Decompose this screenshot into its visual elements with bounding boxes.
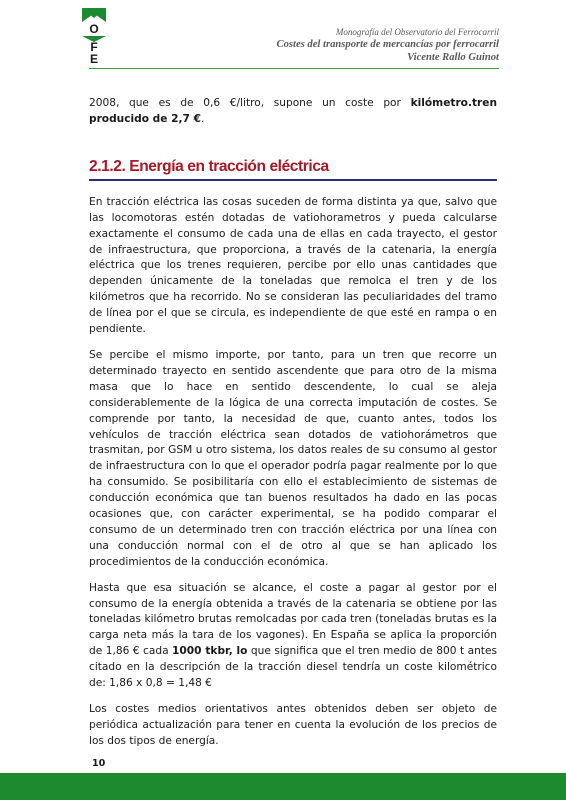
header-author: Vicente Rallo Guinot	[407, 52, 499, 63]
paragraph-2: Se percibe el mismo importe, por tanto, para un tren que recorre un determinado trayecto en sentido ascendente que para otro de la misma masa que lo hace en sentido descendente, lo cual se aleja considerablemente de la lógica de una correcta imputación de costes. Se comprende por tanto, la necesidad de que, cuanto antes, todos los vehículos de tracción eléctrica sean dotados de vatiohorámetros que trasmitan, por GSM u otro sistema, los datos reales de su consumo al gestor de infraestructura con lo que el operador podría pagar realmente por lo que ha consumido. Se posibilitaría con ello el establecimiento de sistemas de conducción económica que tan buenos resultados ha dado en las pocas ocasiones que, con carácter experimental, se ha podido comparar el consumo de un determinado tren con tracción eléctrica por una línea con una conducción normal con el de otro al que se han aplicado los procedimientos de la conducción económica.	[89, 348, 497, 568]
intro-bold-text: kilómetro.tren producido de 2,7 €	[89, 97, 497, 125]
header-title: Costes del transporte de mercancías por ferrocarril	[276, 39, 499, 50]
paragraph-3-text-a: Hasta que esa situación se alcance, el coste a pagar al gestor por el consumo de la energía obtenida a través de la catenaria se obtiene por las toneladas kilómetro brutas remolcadas por cada tren (toneladas brutas es la carga neta más la tara de los vagones). En España se aplica la proporción de 1,86 € cada	[89, 581, 497, 658]
intro-paragraph	[89, 96, 497, 128]
logo-letter-o: O	[89, 22, 99, 36]
logo-letter-f: F	[90, 40, 98, 54]
paragraph-3-text-c: que significa que el tren medio de 800 t antes citado en la descripción de la tracción diesel tendría un coste kilométrico de: 1,86 x 0,8 = 1,48 €	[89, 645, 497, 690]
footer-bar	[0, 773, 566, 800]
paragraph-3-bold: 1000 tkbr, lo	[172, 645, 248, 658]
section-heading	[89, 158, 497, 181]
section-rule	[89, 179, 497, 181]
page-number: 10	[92, 758, 106, 769]
paragraph-3	[89, 581, 497, 692]
page-body	[89, 96, 497, 750]
paragraph-1: En tracción eléctrica las cosas suceden de forma distinta ya que, salvo que las locomotoras estén dotadas de vatiohorametros y pueda calcularse exactamente el consumo de cada una de ellas en cada trayecto, el gestor de infraestructura, que proporciona, a través de la catenaria, la energía eléctrica que los trenes requieren, percibe por ello unas cantidades que dependen únicamente de la toneladas que remolca el tren y de los kilómetros que ha recorrido. No se consideran las peculiaridades del tramo de línea por el que se circula, es independiente de que esté en rampa o en pendiente.	[89, 195, 497, 336]
intro-end: .	[200, 112, 205, 125]
ofe-logo	[80, 6, 108, 64]
header-rule	[89, 68, 499, 69]
paragraph-4: Los costes medios orientativos antes obtenidos deben ser objeto de periódica actualización para tener en cuenta la evolución de los precios de los dos tipos de energía.	[89, 703, 497, 747]
running-header	[277, 26, 499, 64]
section-title: 2.1.2. Energía en tracción eléctrica	[89, 157, 329, 175]
header-series: Monografía del Observatorio del Ferrocarril	[335, 27, 499, 37]
intro-text: 2008, que es de 0,6 €/litro, supone un coste por	[89, 97, 411, 109]
logo-letter-e: E	[89, 52, 99, 64]
